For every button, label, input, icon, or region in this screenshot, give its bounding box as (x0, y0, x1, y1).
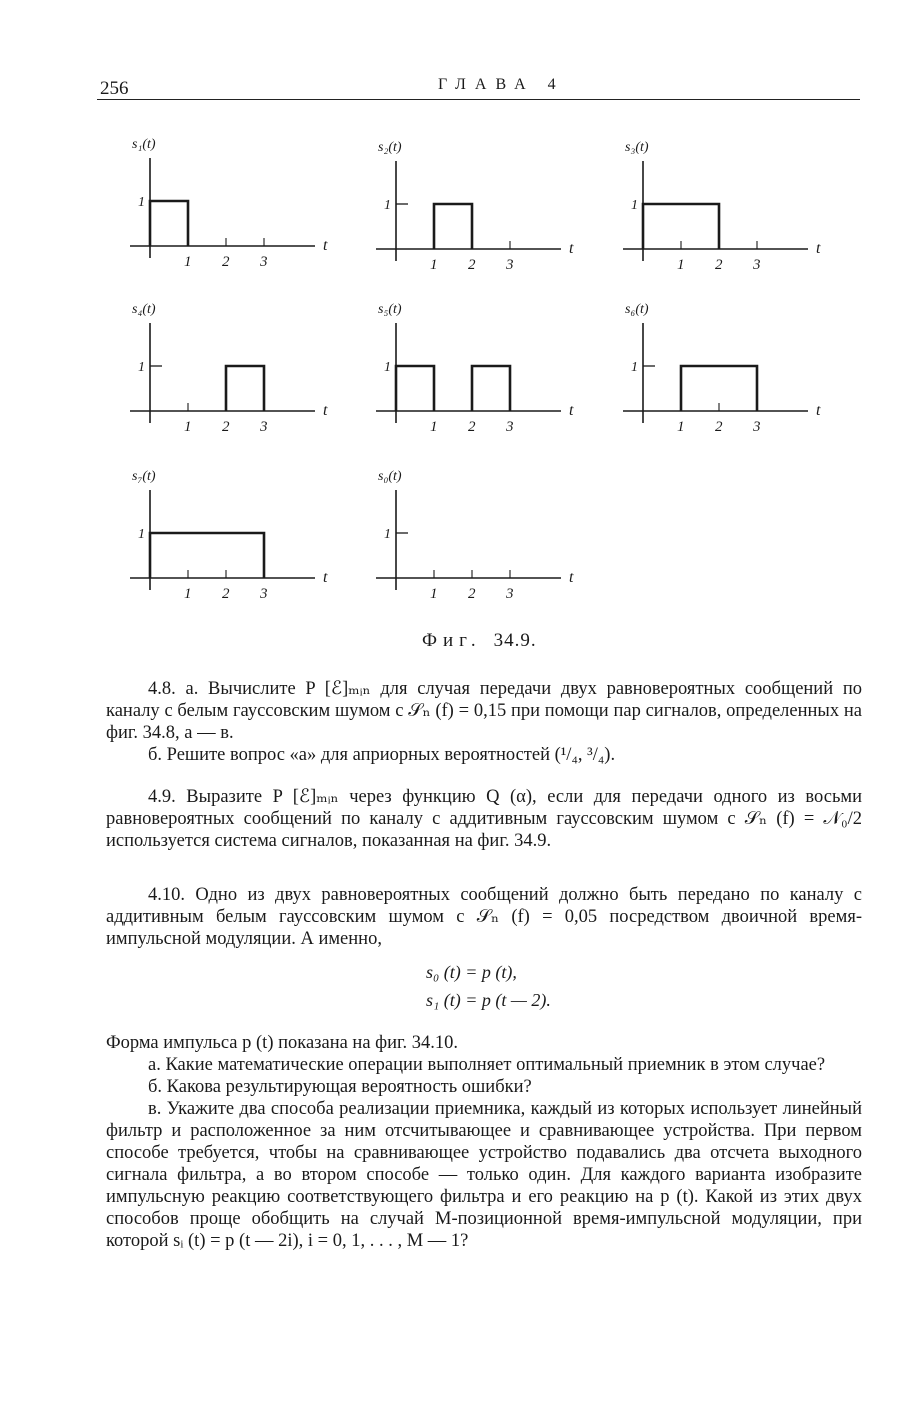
x-axis-label-s5: t (569, 402, 574, 419)
panel-label-s4: s₄(t) (132, 302, 156, 317)
x-tick-label-s0-3: 3 (506, 586, 514, 602)
problem-4-10-c: в. Укажите два способа реализации приемника, каждый из которых использует линейный фильтр и расположенное за ним отсчитывающее и сравнивающее устройства. При первом способе требуется, чтобы на сравнивающее устройство подавались два отсчета выходного сигнала фильтра, а во втором способе — только один. Для каждого варианта изобразите импульсную реакцию соответствующего фильтра и его реакцию на p (t). Какой из этих двух способов проще обобщить на случай M-позиционной время-импульсной модуляции, при которой sᵢ (t) = p (t — 2i), i = 0, 1, . . . , M — 1? (106, 1099, 862, 1251)
problem-4-10-form: Форма импульса p (t) показана на фиг. 34.10. (106, 1033, 459, 1053)
x-tick-label-s5-3: 3 (506, 419, 514, 435)
x-tick-label-s5-2: 2 (468, 419, 476, 435)
x-axis-label-s7: t (323, 569, 328, 586)
problem-4-9-text: 4.9. Выразите P [ℰ]ₘᵢₙ через функцию Q (α), если для передачи одного из восьми равновероятных сообщений по каналу с аддитивным гауссовским шумом с 𝒮ₙ (f) = 𝒩₀/2 используется система сигналов, показанная на фиг. 34.9. (106, 787, 862, 851)
chapter-header: ГЛАВА 4 (438, 76, 565, 93)
x-tick-label-s3-3: 3 (753, 257, 761, 273)
x-tick-label-s4-3: 3 (260, 419, 268, 435)
level-label-s5: 1 (384, 360, 391, 375)
panel-label-s1: s₁(t) (132, 137, 156, 152)
figure-caption-label: Фиг. (422, 630, 482, 651)
pulse-s5-1 (472, 366, 510, 411)
problem-4-10-a: а. Какие математические операции выполняет оптимальный приемник в этом случае? (148, 1055, 826, 1075)
level-label-s4: 1 (138, 360, 145, 375)
x-tick-label-s3-2: 2 (715, 257, 723, 273)
equation-s0: s₀ (t) = p (t), (426, 962, 517, 982)
panel-label-s2: s₂(t) (378, 140, 402, 155)
x-tick-label-s1-1: 1 (184, 254, 192, 270)
x-tick-label-s7-2: 2 (222, 586, 230, 602)
x-axis-label-s1: t (323, 237, 328, 254)
x-axis-label-s3: t (816, 240, 821, 257)
equation-s1: s₁ (t) = p (t — 2). (426, 990, 551, 1010)
x-tick-label-s7-3: 3 (260, 586, 268, 602)
panel-label-s3: s₃(t) (625, 140, 649, 155)
x-axis-label-s6: t (816, 402, 821, 419)
problem-4-10-parts (106, 1032, 862, 1252)
x-tick-label-s2-3: 3 (506, 257, 514, 273)
x-tick-label-s4-2: 2 (222, 419, 230, 435)
x-tick-label-s5-1: 1 (430, 419, 438, 435)
x-tick-label-s0-1: 1 (430, 586, 438, 602)
problem-4-8 (106, 678, 862, 766)
signal-figure (0, 0, 907, 640)
x-tick-label-s2-2: 2 (468, 257, 476, 273)
x-tick-label-s6-3: 3 (753, 419, 761, 435)
x-axis-label-s0: t (569, 569, 574, 586)
x-tick-label-s1-2: 2 (222, 254, 230, 270)
x-tick-label-s7-1: 1 (184, 586, 192, 602)
problem-4-10-intro: 4.10. Одно из двух равновероятных сообщений должно быть передано по каналу с аддитивным белым гауссовским шумом с 𝒮ₙ (f) = 0,05 посредством двоичной время-импульсной модуляции. А именно, (106, 885, 862, 949)
x-axis-label-s2: t (569, 240, 574, 257)
x-tick-label-s4-1: 1 (184, 419, 192, 435)
x-tick-label-s1-3: 3 (260, 254, 268, 270)
problem-4-8-b: б. Решите вопрос «а» для априорных вероятностей (¹/₄, ³/₄). (148, 745, 616, 765)
pulse-s7-0 (150, 533, 264, 578)
x-tick-label-s6-2: 2 (715, 419, 723, 435)
pulse-s4-0 (226, 366, 264, 411)
x-axis-label-s4: t (323, 402, 328, 419)
level-label-s7: 1 (138, 527, 145, 542)
page-number: 256 (100, 78, 129, 99)
problem-4-10 (106, 884, 862, 950)
x-tick-label-s0-2: 2 (468, 586, 476, 602)
problem-4-8-a: 4.8. а. Вычислите P [ℰ]ₘᵢₙ для случая передачи двух равновероятных сообщений по каналу с белым гауссовским шумом с 𝒮ₙ (f) = 0,15 при помощи пар сигналов, определенных на фиг. 34.8, а — в. (106, 679, 862, 743)
level-label-s3: 1 (631, 198, 638, 213)
figure-caption-number: 34.9. (493, 630, 537, 651)
level-label-s2: 1 (384, 198, 391, 213)
level-label-s0: 1 (384, 527, 391, 542)
x-tick-label-s3-1: 1 (677, 257, 685, 273)
panel-label-s0: s₀(t) (378, 469, 402, 484)
panel-label-s5: s₅(t) (378, 302, 402, 317)
problem-4-10-b: б. Какова результирующая вероятность ошибки? (148, 1077, 532, 1097)
problem-4-9 (106, 786, 862, 852)
figure-caption (422, 630, 537, 652)
pulse-s1-0 (150, 201, 188, 246)
x-tick-label-s2-1: 1 (430, 257, 438, 273)
level-label-s1: 1 (138, 195, 145, 210)
level-label-s6: 1 (631, 360, 638, 375)
pulse-s5-0 (396, 366, 434, 411)
panel-label-s6: s₆(t) (625, 302, 649, 317)
panel-label-s7: s₇(t) (132, 469, 156, 484)
pulse-s2-0 (434, 204, 472, 249)
x-tick-label-s6-1: 1 (677, 419, 685, 435)
